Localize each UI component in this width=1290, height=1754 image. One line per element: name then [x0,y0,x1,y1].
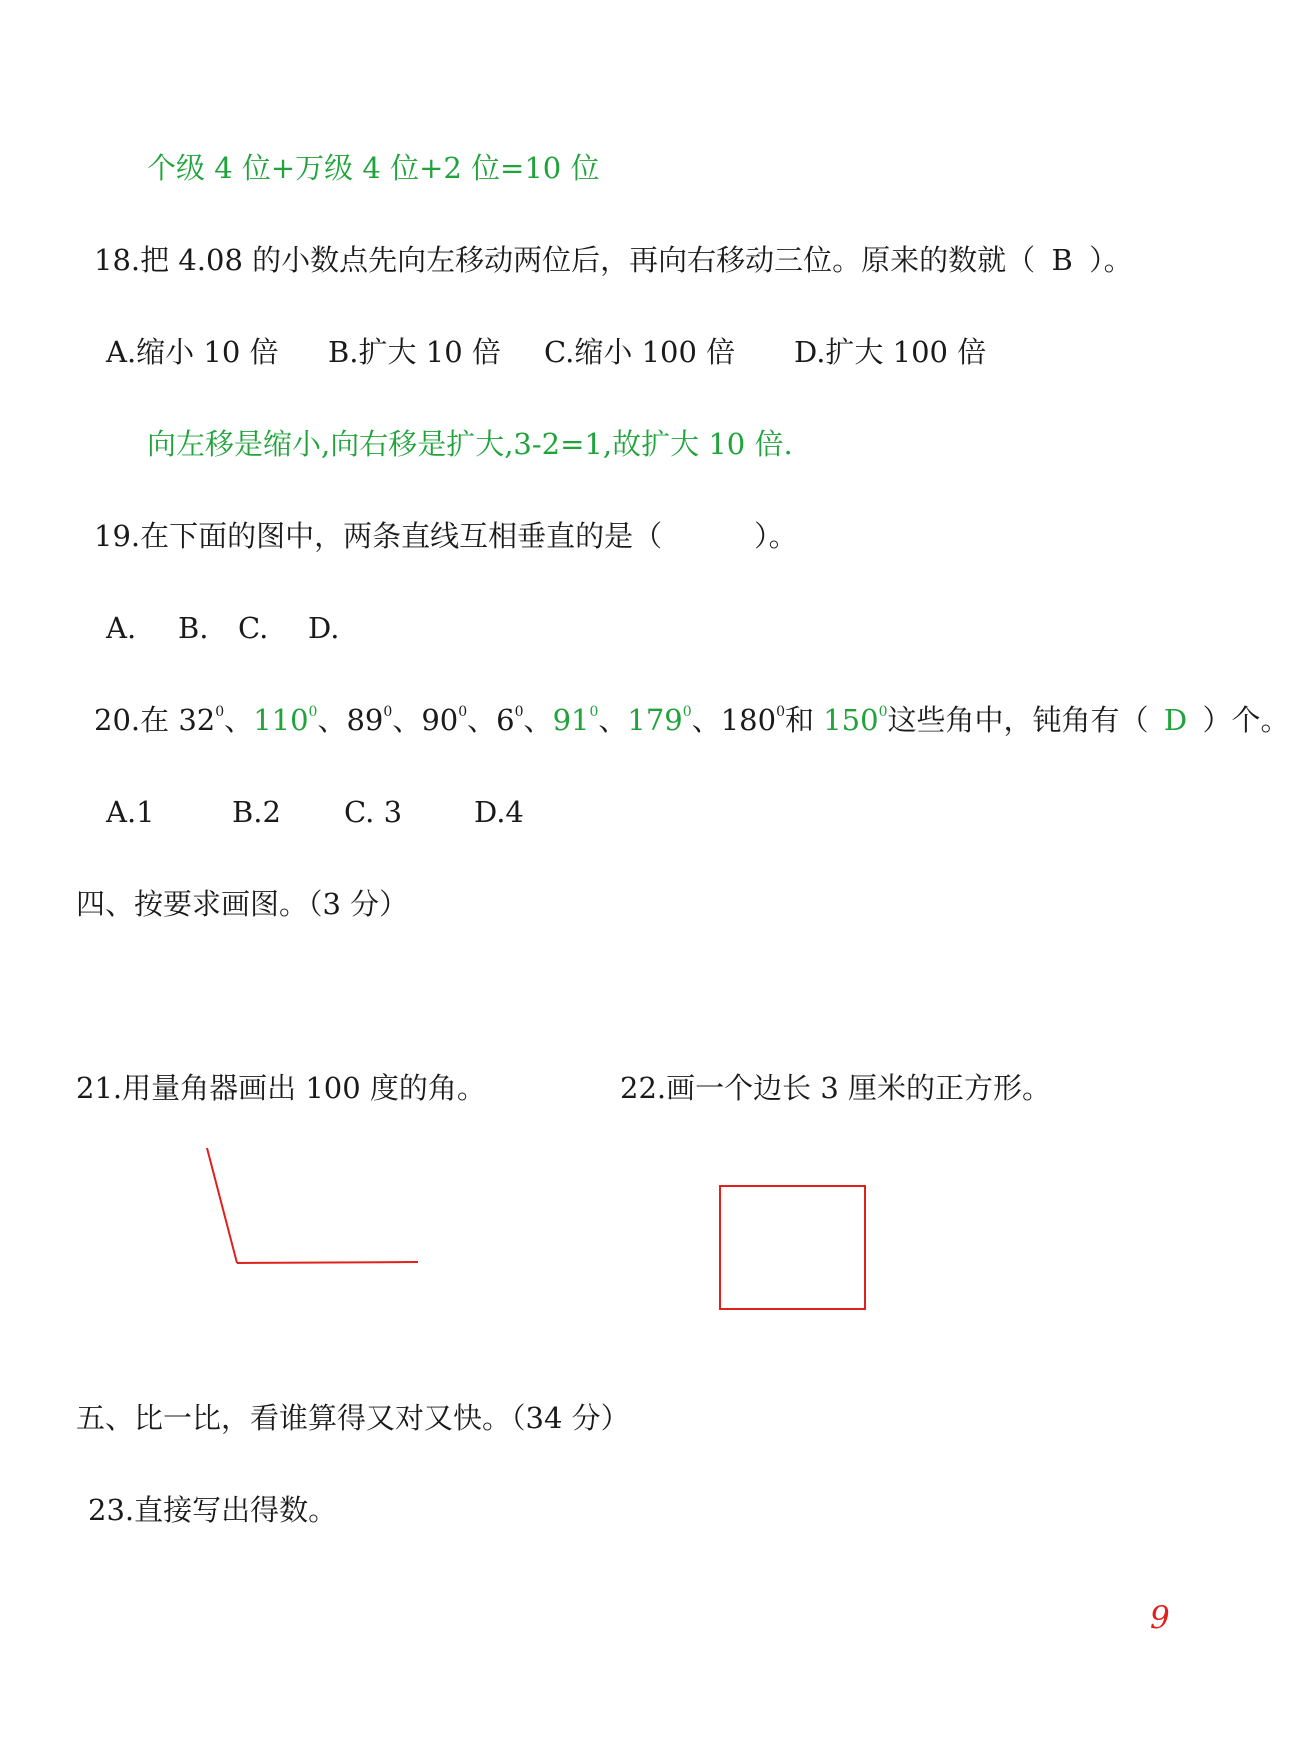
q20-angle-value: 32 [178,703,216,737]
section-4-heading: 四、按要求画图。（3 分） [76,887,409,921]
q19-stem-end: ）。 [754,519,798,553]
angle-100-drawing [207,1148,418,1263]
q20-separator: 、 [317,703,347,737]
q20-prefix: 20.在 [94,703,179,737]
q20-angle-value: 89 [346,703,384,737]
degree-mark: 0 [383,704,393,720]
q18-answer: B [1051,243,1073,277]
q17-explanation: 个级 4 位+万级 4 位+2 位=10 位 [147,151,600,185]
q20-separator: 、 [467,703,497,737]
q18-option-d: D.扩大 100 倍 [794,335,987,369]
q18-option-b: B.扩大 10 倍 [328,335,501,369]
q22-stem: 22.画一个边长 3 厘米的正方形。 [620,1071,1052,1105]
q20-separator: 、 [598,703,628,737]
q20-separator: 、 [523,703,553,737]
q20-angle-value: 90 [421,703,459,737]
q20-separator: 、 [224,703,254,737]
q20-separator: 、 [392,703,422,737]
q20-angle-value: 6 [496,703,515,737]
page-number: 9 [1150,1600,1170,1636]
q20-angle-value: 110 [253,703,309,737]
degree-mark: 0 [589,704,599,720]
q20-angle-value: 91 [552,703,590,737]
q21-stem: 21.用量角器画出 100 度的角。 [76,1071,486,1105]
q20-option-c: C. 3 [344,795,403,829]
square-drawing [720,1186,865,1309]
degree-mark: 0 [514,704,524,720]
q23-stem: 23.直接写出得数。 [88,1493,338,1527]
degree-mark: 0 [215,704,225,720]
q20-angle-value: 180 [720,703,777,737]
q18-option-c: C.缩小 100 倍 [544,335,736,369]
q20-option-d: D.4 [474,795,524,829]
q18-explanation: 向左移是缩小,向右移是扩大,3-2=1,故扩大 10 倍. [147,427,793,461]
q19-stem-text: 19.在下面的图中，两条直线互相垂直的是（ [94,519,663,553]
section-5-heading: 五、比一比，看谁算得又对又快。（34 分） [76,1401,630,1435]
q20-angle-value: 179 [627,703,683,737]
q20-angle-value: 150 [823,703,879,737]
q18-stem-text: 18.把 4.08 的小数点先向左移动两位后，再向右移动三位。原来的数就（ [94,243,1036,277]
q18-stem-end: ）。 [1089,243,1133,277]
q20-stem-end: ）个。 [1202,703,1290,737]
q19-option-b: B. [178,611,209,645]
q20-stem-text: 这些角中，钝角有（ [887,703,1149,737]
degree-mark: 0 [458,704,468,720]
q20-answer: D [1163,703,1188,737]
q19-option-d: D. [308,611,340,645]
q20-separator: 、 [691,703,721,737]
q20-and: 和 [784,703,824,737]
q20-option-b: B.2 [232,795,281,829]
q19-option-a: A. [106,611,137,645]
q19-option-c: C. [238,611,269,645]
degree-mark: 0 [308,704,318,720]
degree-mark: 0 [776,704,785,720]
degree-mark: 0 [682,704,692,720]
q20-option-a: A.1 [106,795,155,829]
degree-mark: 0 [878,704,888,720]
q18-option-a: A.缩小 10 倍 [106,335,279,369]
